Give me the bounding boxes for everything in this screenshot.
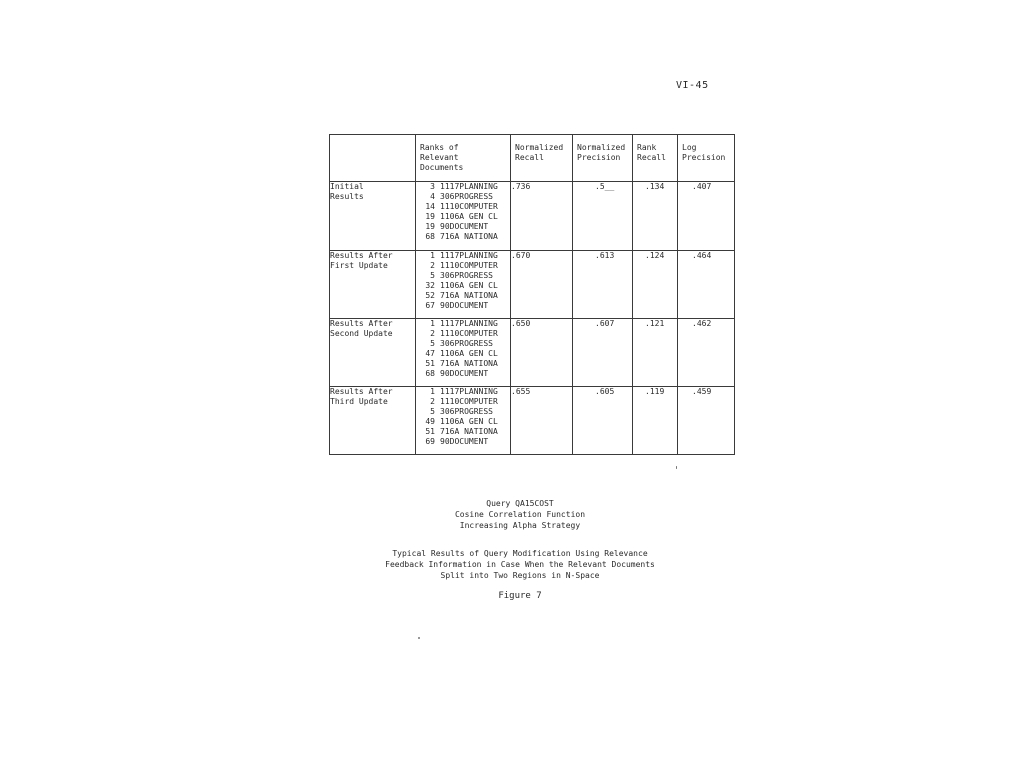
document-title: 1110COMPUTER <box>440 202 498 211</box>
relevant-documents-list <box>416 182 511 251</box>
document-entry <box>416 202 510 212</box>
document-entry <box>416 387 510 397</box>
document-entry <box>416 359 510 369</box>
rank-recall-value: .119 <box>633 387 678 455</box>
row-label: Initial Results <box>330 182 416 251</box>
document-entry <box>416 212 510 222</box>
document-title: 90DOCUMENT <box>440 301 489 310</box>
document-entry <box>416 349 510 359</box>
document-rank: 5 <box>430 339 435 348</box>
document-rank: 52 <box>425 291 435 300</box>
document-entry <box>416 192 510 202</box>
figure-title-line: Feedback Information in Case When the Relevant Documents <box>385 560 655 569</box>
document-rank: 68 <box>425 369 435 378</box>
document-title: 716A NATIONA <box>440 291 498 300</box>
header-normalized-precision: Normalized Precision <box>573 135 633 182</box>
document-entry <box>416 437 510 447</box>
document-entry <box>416 417 510 427</box>
normalized-recall-value: .650 <box>511 319 573 387</box>
document-rank: 49 <box>425 417 435 426</box>
document-title: 1117PLANNING <box>440 387 498 396</box>
normalized-precision-value: .605 <box>573 387 633 455</box>
document-title: 90DOCUMENT <box>440 222 489 231</box>
document-title: 1106A GEN CL <box>440 349 498 358</box>
document-entry <box>416 397 510 407</box>
document-title: 90DOCUMENT <box>440 369 489 378</box>
table-row <box>330 182 735 251</box>
document-entry <box>416 329 510 339</box>
header-rank-recall: Rank Recall <box>633 135 678 182</box>
document-title: 716A NATIONA <box>440 427 498 436</box>
scan-speck <box>418 637 420 639</box>
document-entry <box>416 319 510 329</box>
document-title: 90DOCUMENT <box>440 437 489 446</box>
document-entry <box>416 232 510 242</box>
document-title: 306PROGRESS <box>440 271 493 280</box>
document-rank: 14 <box>425 202 435 211</box>
document-title: 1110COMPUTER <box>440 261 498 270</box>
normalized-precision-value: .607 <box>573 319 633 387</box>
results-table <box>329 134 735 455</box>
document-entry <box>416 222 510 232</box>
document-rank: 68 <box>425 232 435 241</box>
figure-title-line: Split into Two Regions in N-Space <box>440 571 600 580</box>
document-title: 1106A GEN CL <box>440 212 498 221</box>
figure-title-line: Typical Results of Query Modification Using Relevance <box>392 549 648 558</box>
normalized-recall-value: .670 <box>511 251 573 319</box>
table-body <box>330 182 735 455</box>
rank-recall-value: .134 <box>633 182 678 251</box>
document-entry <box>416 251 510 261</box>
relevant-documents-list <box>416 387 511 455</box>
table-row <box>330 319 735 387</box>
document-title: 1117PLANNING <box>440 251 498 260</box>
document-rank: 51 <box>425 359 435 368</box>
document-rank: 67 <box>425 301 435 310</box>
document-rank: 47 <box>425 349 435 358</box>
row-label: Results After Third Update <box>330 387 416 455</box>
document-title: 1106A GEN CL <box>440 281 498 290</box>
table-row <box>330 387 735 455</box>
document-title: 716A NATIONA <box>440 359 498 368</box>
relevant-documents-list <box>416 319 511 387</box>
document-rank: 1 <box>430 387 435 396</box>
document-rank: 19 <box>425 212 435 221</box>
normalized-recall-value: .655 <box>511 387 573 455</box>
header-normalized-recall: Normalized Recall <box>511 135 573 182</box>
log-precision-value: .407 <box>678 182 735 251</box>
document-rank: 51 <box>425 427 435 436</box>
document-rank: 2 <box>430 329 435 338</box>
document-title: 1106A GEN CL <box>440 417 498 426</box>
header-ranks-of-relevant-documents: Ranks of Relevant Documents <box>416 135 511 182</box>
rank-recall-value: .124 <box>633 251 678 319</box>
document-title: 306PROGRESS <box>440 339 493 348</box>
log-precision-value: .459 <box>678 387 735 455</box>
document-entry <box>416 427 510 437</box>
query-name: Query QA15COST <box>486 499 554 508</box>
document-entry <box>416 182 510 192</box>
document-rank: 32 <box>425 281 435 290</box>
document-rank: 5 <box>430 407 435 416</box>
document-title: 716A NATIONA <box>440 232 498 241</box>
document-rank: 69 <box>425 437 435 446</box>
document-rank: 4 <box>430 192 435 201</box>
document-entry <box>416 369 510 379</box>
document-entry <box>416 339 510 349</box>
document-rank: 19 <box>425 222 435 231</box>
document-rank: 5 <box>430 271 435 280</box>
query-info <box>8 498 1024 531</box>
document-entry <box>416 301 510 311</box>
normalized-precision-value: .613 <box>573 251 633 319</box>
header-blank <box>330 135 416 182</box>
document-rank: 2 <box>430 397 435 406</box>
figure-title <box>8 548 1024 581</box>
document-entry <box>416 281 510 291</box>
document-title: 306PROGRESS <box>440 192 493 201</box>
table-header-row <box>330 135 735 182</box>
log-precision-value: .462 <box>678 319 735 387</box>
alpha-strategy: Increasing Alpha Strategy <box>459 521 581 530</box>
document-title: 1117PLANNING <box>440 182 498 191</box>
row-label: Results After First Update <box>330 251 416 319</box>
relevant-documents-list <box>416 251 511 319</box>
row-label: Results After Second Update <box>330 319 416 387</box>
correlation-function: Cosine Correlation Function <box>454 510 586 519</box>
document-entry <box>416 261 510 271</box>
document-rank: 1 <box>430 319 435 328</box>
header-log-precision: Log Precision <box>678 135 735 182</box>
log-precision-value: .464 <box>678 251 735 319</box>
scan-speck <box>676 466 677 469</box>
page-number: VI-45 <box>676 80 709 91</box>
document-entry <box>416 407 510 417</box>
document-rank: 2 <box>430 261 435 270</box>
document-entry <box>416 291 510 301</box>
document-entry <box>416 271 510 281</box>
document-title: 1110COMPUTER <box>440 329 498 338</box>
document-title: 306PROGRESS <box>440 407 493 416</box>
normalized-recall-value: .736 <box>511 182 573 251</box>
document-rank: 1 <box>430 251 435 260</box>
document-title: 1110COMPUTER <box>440 397 498 406</box>
rank-recall-value: .121 <box>633 319 678 387</box>
figure-label: Figure 7 <box>498 591 542 601</box>
document-rank: 3 <box>430 182 435 191</box>
document-title: 1117PLANNING <box>440 319 498 328</box>
normalized-precision-value: .5__ <box>573 182 633 251</box>
table-row <box>330 251 735 319</box>
